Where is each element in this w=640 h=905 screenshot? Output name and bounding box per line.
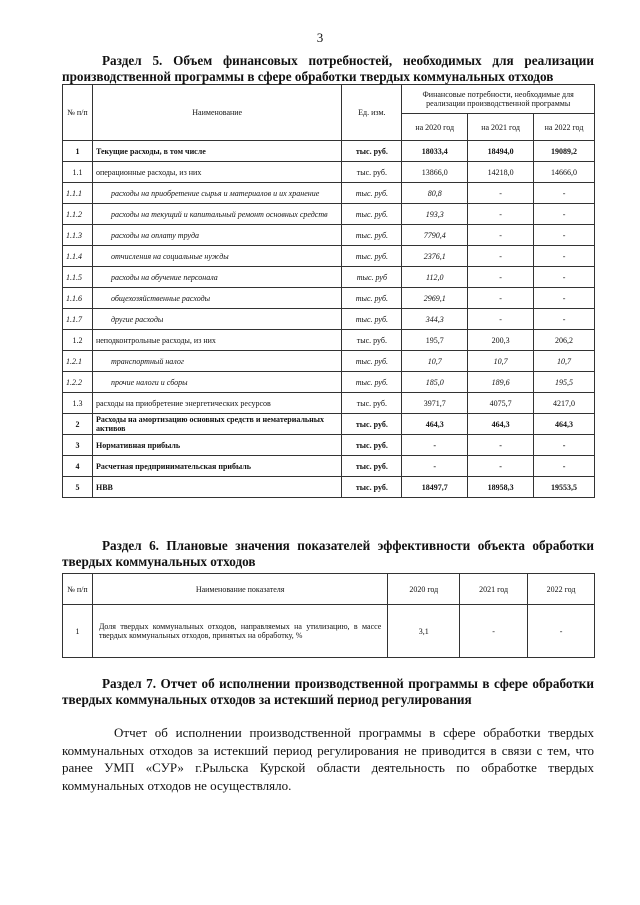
cell-v2020: 18033,4 [402, 141, 468, 162]
header-2021: на 2021 год [468, 114, 534, 141]
cell-unit: тыс. руб. [342, 351, 402, 372]
cell-v2022: 206,2 [534, 330, 595, 351]
cell-unit: тыс. руб. [342, 393, 402, 414]
cell-v2020: 80,8 [402, 183, 468, 204]
cell-name: операционные расходы, из них [92, 162, 341, 183]
t6-header-num: № п/п [63, 574, 93, 605]
cell-v2022: - [534, 309, 595, 330]
cell-v2021: - [468, 183, 534, 204]
cell-num: 4 [63, 456, 93, 477]
header-financial-needs: Финансовые потребности, необходимые для реализации производственной программы [402, 85, 595, 114]
table-row [63, 267, 595, 288]
cell-num: 2 [63, 414, 93, 435]
cell-unit: тыс. руб. [342, 309, 402, 330]
cell-num: 3 [63, 435, 93, 456]
cell-name: Расчетная предпринимательская прибыль [92, 456, 341, 477]
table-row [63, 183, 595, 204]
cell-unit: тыс. руб. [342, 414, 402, 435]
table-row [63, 246, 595, 267]
cell-num: 1.1.7 [63, 309, 93, 330]
table-row [63, 330, 595, 351]
cell-v2021: - [468, 435, 534, 456]
table-row [63, 372, 595, 393]
cell-v2020: 195,7 [402, 330, 468, 351]
t6-header-2020: 2020 год [388, 574, 460, 605]
cell-num: 1.2 [63, 330, 93, 351]
cell-name: расходы на оплату труда [92, 225, 341, 246]
t6-row-2021: - [460, 605, 528, 658]
cell-v2020: 7790,4 [402, 225, 468, 246]
cell-num: 1 [63, 141, 93, 162]
cell-v2021: - [468, 309, 534, 330]
financial-needs-table [62, 84, 595, 498]
cell-v2022: 19089,2 [534, 141, 595, 162]
cell-unit: тыс. руб. [342, 456, 402, 477]
cell-name: Текущие расходы, в том числе [92, 141, 341, 162]
cell-v2020: 344,3 [402, 309, 468, 330]
cell-name: Расходы на амортизацию основных средств и нематериальных активов [92, 414, 341, 435]
cell-v2022: - [534, 288, 595, 309]
cell-unit: тыс. руб. [342, 141, 402, 162]
table-row [63, 141, 595, 162]
header-name: Наименование [92, 85, 341, 141]
header-2022: на 2022 год [534, 114, 595, 141]
cell-name: транспортный налог [92, 351, 341, 372]
efficiency-table [62, 573, 595, 658]
page-number: 3 [316, 30, 324, 45]
cell-name: прочие налоги и сборы [92, 372, 341, 393]
section5-title: Раздел 5. Объем финансовых потребностей, необходимых для реализации производственной программы в сфере обработки твердых коммунальных отходов [62, 53, 594, 84]
t6-row-2022: - [528, 605, 595, 658]
cell-unit: тыс. руб. [342, 435, 402, 456]
cell-name: отчисления на социальные нужды [92, 246, 341, 267]
t6-header-name: Наименование показателя [92, 574, 387, 605]
cell-v2021: 200,3 [468, 330, 534, 351]
cell-unit: тыс. руб. [342, 477, 402, 498]
cell-v2022: 19553,5 [534, 477, 595, 498]
table-row [63, 225, 595, 246]
header-2020: на 2020 год [402, 114, 468, 141]
cell-v2022: - [534, 456, 595, 477]
cell-unit: тыс. руб [342, 267, 402, 288]
cell-v2021: 464,3 [468, 414, 534, 435]
cell-num: 1.1.5 [63, 267, 93, 288]
cell-unit: тыс. руб. [342, 225, 402, 246]
cell-v2022: - [534, 225, 595, 246]
cell-v2020: 10,7 [402, 351, 468, 372]
cell-v2021: - [468, 204, 534, 225]
table-row [63, 456, 595, 477]
table-row [63, 477, 595, 498]
cell-num: 1.3 [63, 393, 93, 414]
cell-v2022: - [534, 204, 595, 225]
table-row [63, 435, 595, 456]
cell-num: 1.1.6 [63, 288, 93, 309]
cell-v2021: 4075,7 [468, 393, 534, 414]
cell-v2020: 2376,1 [402, 246, 468, 267]
table-row [63, 351, 595, 372]
cell-v2020: - [402, 456, 468, 477]
cell-v2020: 193,3 [402, 204, 468, 225]
cell-v2021: - [468, 456, 534, 477]
cell-v2021: 18958,3 [468, 477, 534, 498]
table-row [63, 204, 595, 225]
t6-row-name: Доля твердых коммунальных отходов, направляемых на утилизацию, в массе твердых коммунальных отходов, принятых на обработку, % [92, 605, 387, 658]
table-row [63, 288, 595, 309]
t6-header-2021: 2021 год [460, 574, 528, 605]
cell-v2020: 112,0 [402, 267, 468, 288]
cell-v2021: 10,7 [468, 351, 534, 372]
cell-v2022: - [534, 183, 595, 204]
cell-v2021: - [468, 225, 534, 246]
cell-num: 1.1.4 [63, 246, 93, 267]
cell-v2021: 189,6 [468, 372, 534, 393]
header-num: № п/п [63, 85, 93, 141]
cell-name: неподконтрольные расходы, из них [92, 330, 341, 351]
t6-row-num: 1 [63, 605, 93, 658]
cell-v2022: - [534, 435, 595, 456]
cell-v2020: 3971,7 [402, 393, 468, 414]
cell-v2020: 464,3 [402, 414, 468, 435]
cell-num: 5 [63, 477, 93, 498]
cell-name: НВВ [92, 477, 341, 498]
cell-v2021: - [468, 267, 534, 288]
cell-unit: тыс. руб. [342, 288, 402, 309]
cell-v2020: 2969,1 [402, 288, 468, 309]
cell-num: 1.1 [63, 162, 93, 183]
cell-name: общехозяйственные расходы [92, 288, 341, 309]
cell-v2022: 14666,0 [534, 162, 595, 183]
section7-text: Отчет об исполнении производственной программы в сфере обработки твердых коммунальных отходов за истекший период регулирования не приводится в связи с тем, что ранее УМП «СУР» г.Рыльска Курской области деятельность по обработке твердых коммунальных отходов не осуществляло. [62, 725, 594, 793]
cell-unit: тыс. руб. [342, 162, 402, 183]
cell-name: расходы на приобретение сырья и материалов и их хранение [92, 183, 341, 204]
cell-v2022: 4217,0 [534, 393, 595, 414]
cell-unit: тыс. руб. [342, 372, 402, 393]
cell-v2022: 10,7 [534, 351, 595, 372]
cell-unit: тыс. руб. [342, 204, 402, 225]
cell-unit: тыс. руб. [342, 246, 402, 267]
cell-name: расходы на обучение персонала [92, 267, 341, 288]
cell-name: другие расходы [92, 309, 341, 330]
cell-v2021: - [468, 288, 534, 309]
cell-num: 1.1.2 [63, 204, 93, 225]
cell-v2020: 18497,7 [402, 477, 468, 498]
cell-v2021: 18494,0 [468, 141, 534, 162]
cell-name: Нормативная прибыль [92, 435, 341, 456]
section6-title: Раздел 6. Плановые значения показателей эффективности объекта обработки твердых коммунальных отходов [62, 538, 594, 569]
cell-v2022: 464,3 [534, 414, 595, 435]
header-unit: Ед. изм. [342, 85, 402, 141]
cell-unit: тыс. руб. [342, 183, 402, 204]
cell-v2020: 185,0 [402, 372, 468, 393]
t6-header-2022: 2022 год [528, 574, 595, 605]
section7-title: Раздел 7. Отчет об исполнении производственной программы в сфере обработки твердых коммунальных отходов за истекший период регулирования [62, 676, 594, 707]
table-row [63, 414, 595, 435]
cell-v2022: 195,5 [534, 372, 595, 393]
t6-row-2020: 3,1 [388, 605, 460, 658]
cell-v2022: - [534, 267, 595, 288]
cell-num: 1.2.2 [63, 372, 93, 393]
cell-num: 1.1.1 [63, 183, 93, 204]
cell-name: расходы на приобретение энергетических ресурсов [92, 393, 341, 414]
cell-v2021: 14218,0 [468, 162, 534, 183]
table-row [63, 309, 595, 330]
cell-num: 1.1.3 [63, 225, 93, 246]
cell-v2022: - [534, 246, 595, 267]
cell-unit: тыс. руб. [342, 330, 402, 351]
cell-v2021: - [468, 246, 534, 267]
cell-name: расходы на текущий и капитальный ремонт основных средств [92, 204, 341, 225]
cell-num: 1.2.1 [63, 351, 93, 372]
table-row [63, 393, 595, 414]
table-row [63, 162, 595, 183]
cell-v2020: 13866,0 [402, 162, 468, 183]
cell-v2020: - [402, 435, 468, 456]
